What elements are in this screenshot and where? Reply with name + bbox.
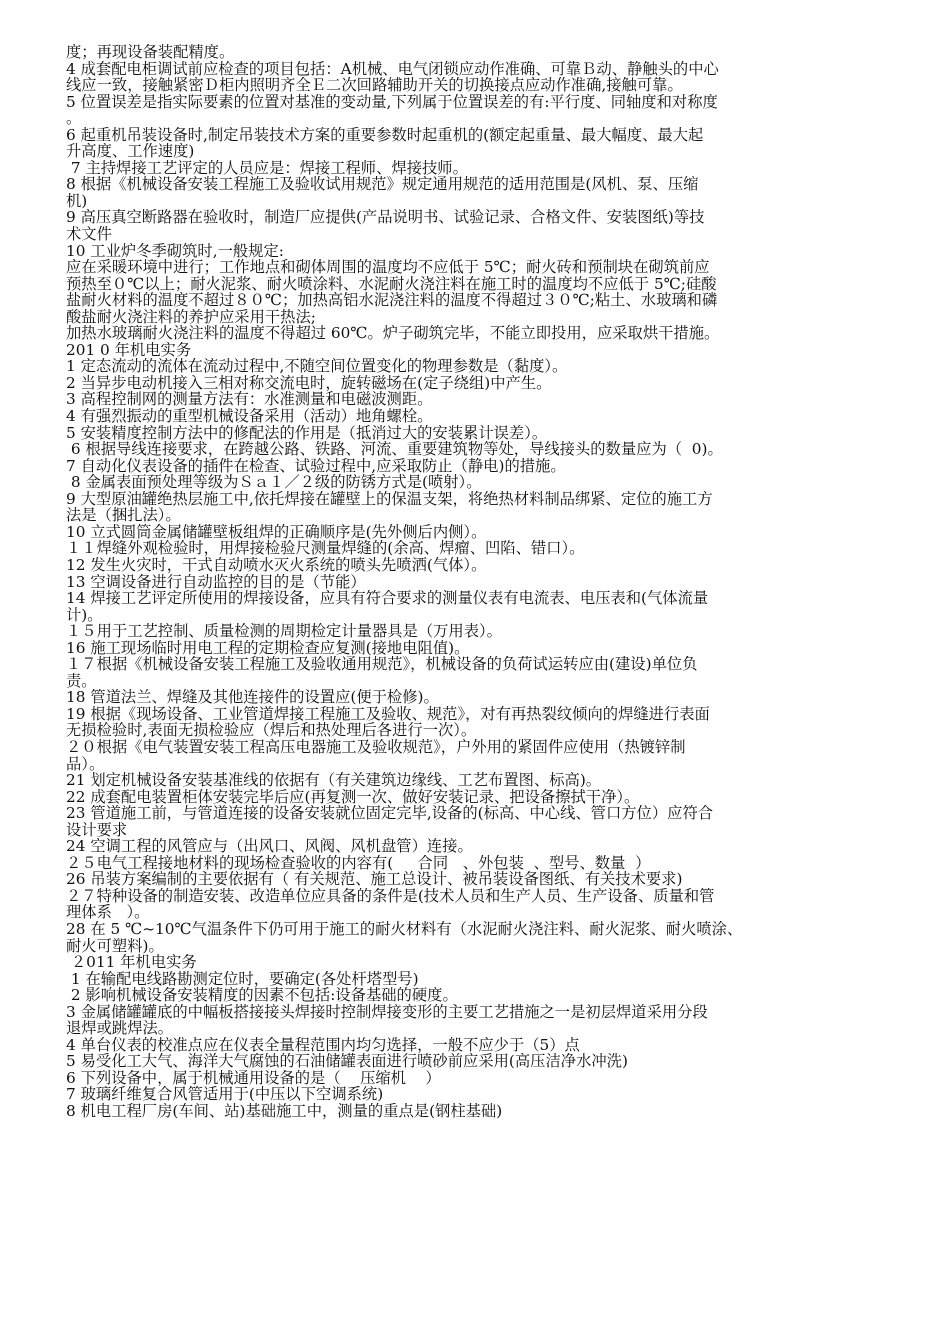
text-line: 8 根据《机械设备安装工程施工及验收试用规范》规定通用规范的适用范围是(风机、泵、压缩: [66, 176, 699, 193]
text-line: 5 安装精度控制方法中的修配法的作用是（抵消过大的安装累计误差）。: [66, 424, 548, 442]
text-line: 6 根据导线连接要求，在跨越公路、铁路、河流、重要建筑物等处，导线接头的数量应为（ 0)。: [66, 441, 723, 458]
text-line: 1 定态流动的流体在流动过程中,不随空间位置变化的物理参数是（黏度）。: [66, 358, 568, 375]
text-line: 责。: [66, 672, 97, 690]
text-line: 2 影响机械设备安装精度的因素不包括:设备基础的硬度。: [66, 987, 458, 1004]
text-line: 4 单台仪表的校准点应在仪表全量程范围内均匀选择，一般不应少于（5）点: [66, 1036, 580, 1054]
text-line: 19 根据《现场设备、工业管道焊接工程施工及验收、规范》，对有再热裂纹倾向的焊缝进行表面: [66, 705, 710, 723]
text-line: 线应一致，接触紧密Ｄ柜内照明齐全Ｅ二次回路辅助开关的切换接点应动作准确,接触可靠。: [66, 77, 683, 94]
text-line: 3 高程控制网的测量方法有：水准测量和电磁波测距。: [66, 391, 433, 409]
text-line: 退焊或跳焊法。: [66, 1020, 174, 1037]
text-line: 品）。: [66, 755, 105, 773]
text-line: 26 吊装方案编制的主要依据有（ 有关规范、施工总设计、被吊装设备图纸、有关技术要求): [66, 871, 683, 888]
text-line: 7 主持焊接工艺评定的人员应是：焊接工程师、焊接技师。: [66, 159, 468, 177]
text-line: 22 成套配电装置柜体安装完毕后应(再复测一次、做好安装记录、把设备擦拭干净）。: [66, 788, 640, 806]
text-line: 盐耐火材料的温度不超过８０℃；加热高铝水泥浇注料的温度不得超过３０℃;粘土、水玻璃和磷: [66, 292, 718, 309]
text-line: ２７特种设备的制造安装、改造单位应具备的条件是(技术人员和生产人员、生产设备、质量和管: [66, 887, 715, 905]
text-line: 7 玻璃纤维复合风管适用于(中压以下空调系统): [66, 1086, 384, 1103]
text-line: 10 工业炉冬季砌筑时,一般规定:: [66, 242, 284, 260]
text-line: 5 位置误差是指实际要素的位置对基准的变动量,下列属于位置误差的有:平行度、同轴度和对称度: [66, 93, 718, 111]
text-line: 10 立式圆筒金属储罐壁板组焊的正确顺序是(先外侧后内侧）。: [66, 523, 487, 541]
text-line: 机): [66, 192, 88, 210]
text-line: 24 空调工程的风管应与（出风口、风阀、风机盘管）连接。: [66, 838, 473, 855]
text-line: 度；再现设备装配精度。: [66, 44, 235, 61]
text-line: １５用于工艺控制、质量检测的周期检定计量器具是（万用表）。: [66, 623, 502, 640]
text-line: 2 当异步电动机接入三相对称交流电时，旋转磁场在(定子绕组)中产生。: [66, 374, 552, 392]
text-line: 耐火可塑料)。: [66, 937, 164, 955]
text-line: 应在采暖环境中进行；工作地点和砌体周围的温度均不应低于 5℃；耐火砖和预制块在砌筑前应: [66, 259, 710, 276]
text-line: 计)。: [66, 606, 103, 624]
text-line: 201 0 年机电实务: [66, 341, 192, 359]
text-line: 。: [66, 110, 82, 127]
text-line: 21 划定机械设备安装基准线的依据有（有关建筑边缘线、工艺布置图、标高)。: [66, 772, 602, 789]
text-line: 6 起重机吊装设备时,制定吊装技术方案的重要参数时起重机的(额定起重量、最大幅度、最大起: [66, 126, 704, 144]
text-line: １７根据《机械设备安装工程施工及验收通用规范》，机械设备的负荷试运转应由(建设)单位负: [66, 656, 698, 673]
text-line: 16 施工现场临时用电工程的定期检查应复测(接地电阻值)。: [66, 639, 470, 657]
text-line: 23 管道施工前，与管道连接的设备安装就位固定完毕,设备的(标高、中心线、管口方位）应符合: [66, 805, 714, 822]
text-line: 升高度、工作速度): [66, 143, 195, 160]
text-line: 4 有强烈振动的重型机械设备采用（活动）地角螺栓。: [66, 408, 433, 425]
document-page: [66, 44, 886, 1120]
text-line: 18 管道法兰、焊缝及其他连接件的设置应(便于检修)。: [66, 689, 439, 706]
text-line: 法是（捆扎法）。: [66, 507, 181, 524]
text-line: 28 在 5 ℃~10℃气温条件下仍可用于施工的耐火材料有（水泥耐火浇注料、耐火泥浆、耐火喷涂、: [66, 920, 743, 938]
text-line: 6 下列设备中，属于机械通用设备的是（ 压缩机 ）: [66, 1069, 441, 1087]
text-line: 13 空调设备进行自动监控的目的是（节能）: [66, 573, 366, 591]
text-line: 9 大型原油罐绝热层施工中,依托焊接在罐壁上的保温支架，将绝热材料制品绑紧、定位的施工方: [66, 490, 713, 508]
text-line: 14 焊接工艺评定所使用的焊接设备，应具有符合要求的测量仪表有电流表、电压表和(气体流量: [66, 590, 709, 607]
text-line: 3 金属储罐罐底的中幅板搭接接头焊接时控制焊接变形的主要工艺措施之一是初层焊道采用分段: [66, 1003, 708, 1021]
text-line: ２011 年机电实务: [66, 954, 197, 971]
text-line: 5 易受化工大气、海洋大气腐蚀的石油储罐表面进行喷砂前应采用(高压洁净水冲洗): [66, 1053, 628, 1070]
text-line: 预热至０℃以上；耐火泥浆、耐火喷涂料、水泥耐火浇注料在施工时的温度均不应低于 5℃;硅酸: [66, 275, 717, 293]
text-line: ２５电气工程接地材料的现场检查验收的内容有( 合同 、外包装 、型号、数量 ）: [66, 854, 651, 872]
text-line: 8 金属表面预处理等级为Ｓａ１／２级的防锈方式是(喷射）。: [66, 474, 482, 491]
text-line: 12 发生火灾时，干式自动喷水灭火系统的喷头先喷洒(气体）。: [66, 556, 487, 574]
text-line: 术文件: [66, 226, 112, 243]
text-line: 酸盐耐火浇注料的养护应采用干热法;: [66, 308, 316, 326]
text-line: ２０根据《电气装置安装工程高压电器施工及验收规范》，户外用的紧固件应使用（热镀锌制: [66, 738, 686, 756]
text-line: 加热水玻璃耐火浇注料的温度不得超过 60℃。炉子砌筑完毕，不能立即投用，应采取烘干措施。: [66, 325, 720, 342]
text-line: 理体系 ）。: [66, 904, 150, 921]
text-line: 设计要求: [66, 821, 128, 839]
text-line: 无损检验时,表面无损检验应（焊后和热处理后各进行一次）。: [66, 722, 477, 739]
text-line: 4 成套配电柜调试前应检查的项目包括：A机械、电气闭锁应动作准确、可靠Ｂ动、静触头的中心: [66, 60, 719, 78]
text-line: 7 自动化仪表设备的插件在检查、试验过程中,应采取防止（静电)的措施。: [66, 457, 566, 475]
text-line: 9 高压真空断路器在验收时，制造厂应提供(产品说明书、试验记录、合格文件、安装图纸)等技: [66, 209, 705, 227]
text-line: 1 在输配电线路勘测定位时，要确定(各处杆塔型号): [66, 970, 419, 988]
text-line: １１焊缝外观检验时，用焊接检验尺测量焊缝的(余高、焊瘤、凹陷、错口）。: [66, 540, 585, 557]
text-line: 8 机电工程厂房(车间、站)基础施工中，测量的重点是(钢柱基础): [66, 1103, 503, 1120]
